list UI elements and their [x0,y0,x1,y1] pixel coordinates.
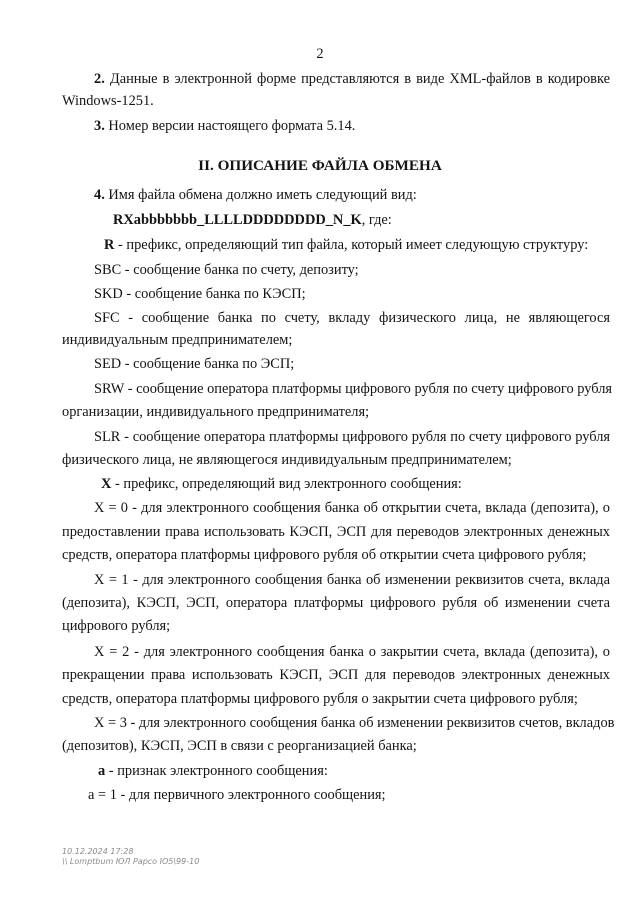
item-4 [94,186,417,204]
a1-line: a = 1 - для первичного электронного сообщения; [88,787,386,803]
section-title: II. ОПИСАНИЕ ФАЙЛА ОБМЕНА [198,157,442,174]
flag-a-desc: - признак электронного сообщения: [105,763,328,779]
code-sfc: SFC - сообщение банка по счету, вкладу физического лица, не являющегося [94,310,610,326]
code-sbc: SBC - сообщение банка по счету, депозиту; [94,262,359,278]
footer-path: \\ Lomptbum ЮЛ Papco IO5\99-10 [62,857,200,866]
x2-line-1: X = 2 - для электронного сообщения банка о закрытии счета, вклада (депозита), о [94,644,610,660]
code-srw-cont: организации, индивидуального предпринимателя; [62,404,370,420]
flag-a-letter: a [98,763,106,779]
code-sed: SED - сообщение банка по ЭСП; [94,356,295,372]
code-sfc-cont: индивидуальным предпринимателем; [62,332,293,348]
prefix-x-letter: X [101,476,112,492]
item-4-text: Имя файла обмена должно иметь следующий вид: [108,187,417,203]
x2-line-2: прекращении права использовать КЭСП, ЭСП для переводов электронных денежных [62,667,610,683]
item-3-number: 3. [94,118,105,134]
filename-pattern: RXabbbbbbb_LLLLDDDDDDDD_N_K [113,212,362,228]
x2-line-3: средств, оператора платформы цифрового рубля о закрытии счета цифрового рубля; [62,691,578,707]
code-slr: SLR - сообщение оператора платформы цифрового рубля по счету цифрового рубля [94,429,610,445]
x0-line-3: средств, оператора платформы цифрового рубля об открытии счета цифрового рубля; [62,547,587,563]
x3-line-1: X = 3 - для электронного сообщения банка об изменении реквизитов счетов, вкладов [94,715,615,731]
code-srw: SRW - сообщение оператора платформы цифрового рубля по счету цифрового рубля [94,381,613,397]
x0-line-2: предоставлении права использовать КЭСП, ЭСП для переводов электронных денежных [62,524,610,540]
item-2-number: 2. [94,71,105,87]
prefix-x-desc: - префикс, определяющий вид электронного сообщения: [111,476,462,492]
code-skd: SKD - сообщение банка по КЭСП; [94,286,306,302]
code-slr-cont: физического лица, не являющегося индивидуальным предпринимателем; [62,452,512,468]
item-4-number: 4. [94,187,105,203]
x0-line-1: X = 0 - для электронного сообщения банка об открытии счета, вклада (депозита), о [94,500,610,516]
filename-pattern-line [113,211,392,229]
item-2-text: Данные в электронной форме представляются в виде XML-файлов в кодировке [109,71,611,87]
page-number: 2 [316,46,324,62]
prefix-r-line [104,236,588,254]
prefix-r-desc: - префикс, определяющий тип файла, который имеет следующую структуру: [114,237,589,253]
x1-line-1: X = 1 - для электронного сообщения банка об изменении реквизитов счета, вклада [94,572,610,588]
prefix-r-letter: R [104,237,115,253]
x1-line-3: цифрового рубля; [62,618,171,634]
x3-line-2: (депозитов), КЭСП, ЭСП в связи с реорганизацией банка; [62,738,417,754]
prefix-x-line [101,475,462,493]
item-2 [94,70,610,88]
item-3-text: Номер версии настоящего формата 5.14. [108,118,356,134]
item-2-continuation: Windows-1251. [62,93,154,109]
filename-suffix: , где: [361,212,392,228]
flag-a-line [98,762,328,780]
footer-date: 10.12.2024 17:28 [62,847,134,856]
x1-line-2: (депозита), КЭСП, ЭСП, оператора платформы цифрового рубля об изменении счета [62,595,610,611]
item-3 [94,117,355,135]
